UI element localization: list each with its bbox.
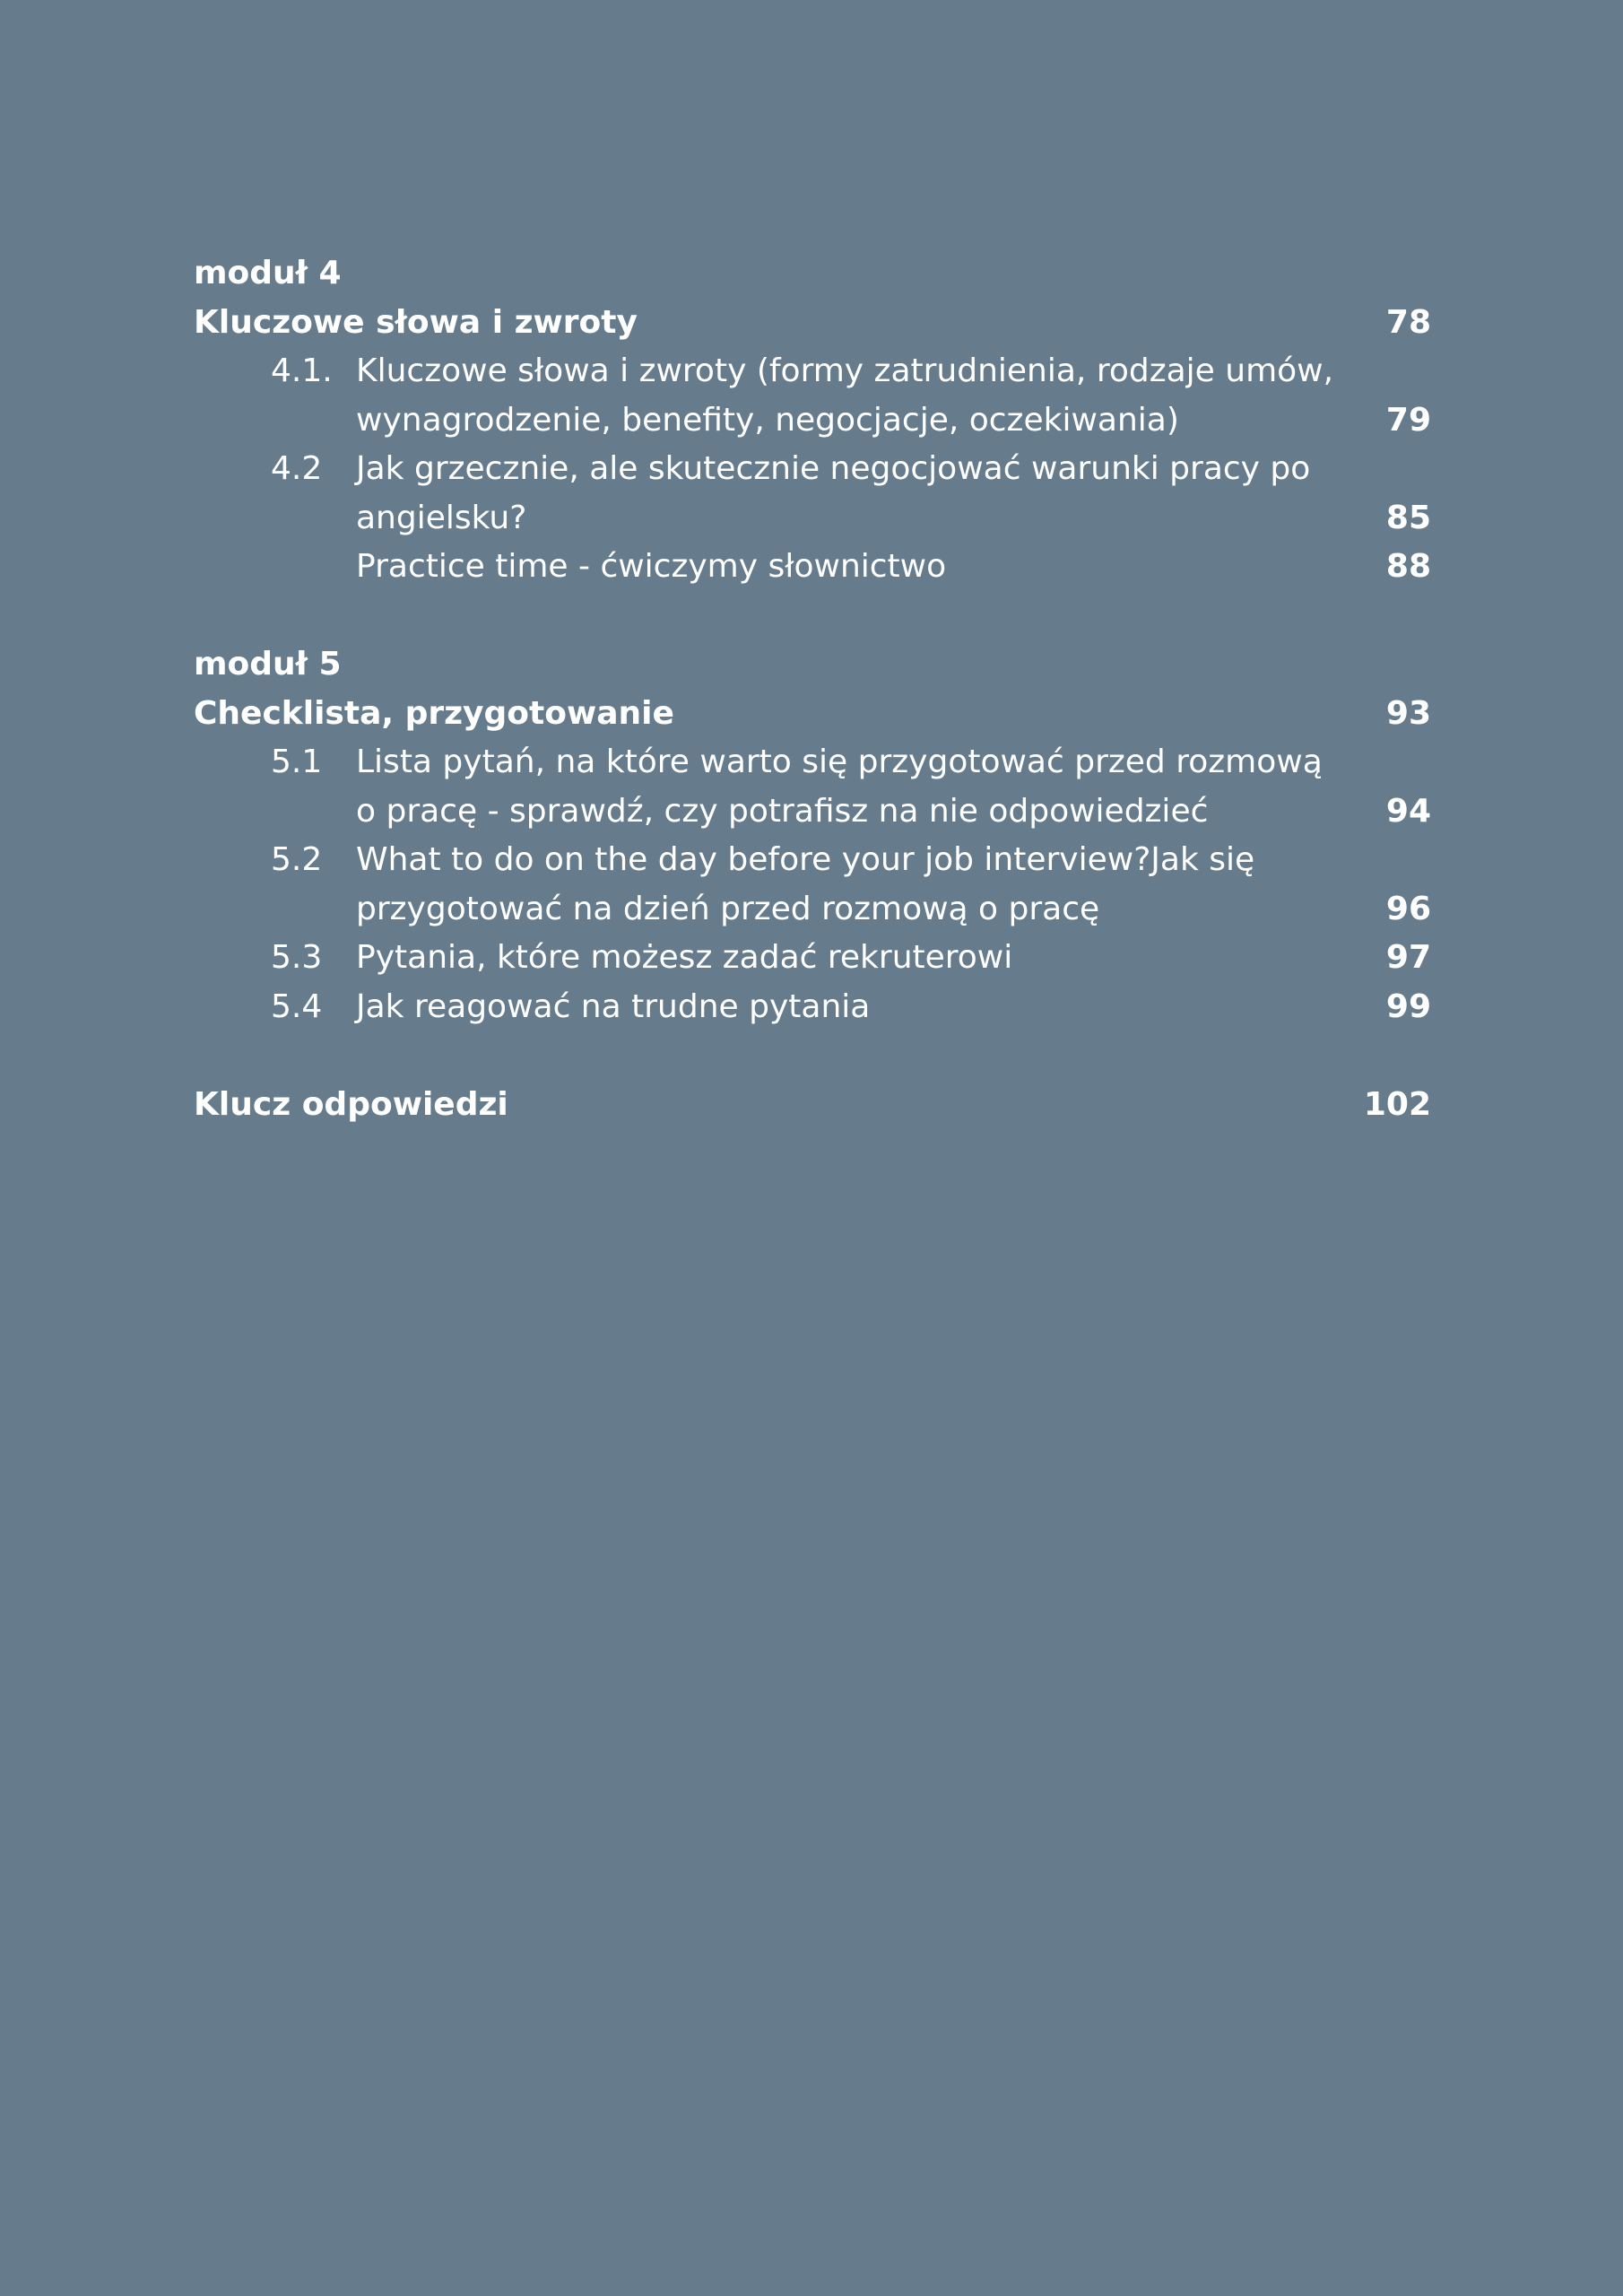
toc-entry-5-3[interactable] bbox=[194, 934, 1431, 983]
entry-line bbox=[356, 934, 1431, 983]
entry-line bbox=[356, 738, 1431, 787]
entry-line bbox=[356, 787, 1431, 837]
entry-number: 5.1 bbox=[271, 744, 323, 780]
entry-page: 97 bbox=[1385, 939, 1431, 976]
entry-line bbox=[356, 983, 1431, 1032]
entry-line bbox=[356, 347, 1431, 396]
entry-page: 85 bbox=[1385, 499, 1431, 536]
entry-page: 88 bbox=[1385, 548, 1431, 585]
entry-text: wynagrodzenie, benefity, negocjacje, oczekiwania) bbox=[356, 401, 1179, 439]
entry-line bbox=[356, 396, 1431, 446]
entry-text: Jak reagować na trudne pytania bbox=[356, 987, 871, 1025]
answer-key-title: Klucz odpowiedzi bbox=[194, 1085, 508, 1123]
entry-text: Lista pytań, na które warto się przygotować przed rozmową bbox=[356, 744, 1323, 780]
table-of-contents bbox=[194, 249, 1431, 1129]
section-gap bbox=[194, 1031, 1431, 1081]
answer-key-page: 102 bbox=[1363, 1085, 1431, 1123]
toc-entry-5-2[interactable] bbox=[194, 836, 1431, 934]
entry-number: 4.1. bbox=[271, 352, 333, 389]
toc-entry-5-1[interactable] bbox=[194, 738, 1431, 836]
toc-entry-4-1[interactable] bbox=[194, 347, 1431, 445]
entry-text: Jak grzecznie, ale skutecznie negocjować warunki pracy po bbox=[356, 450, 1311, 487]
module-4-heading[interactable] bbox=[194, 299, 1431, 348]
module-5-title: Checklista, przygotowanie bbox=[194, 694, 674, 732]
toc-entry-5-4[interactable] bbox=[194, 983, 1431, 1032]
toc-entry-practice-time[interactable] bbox=[194, 543, 1431, 592]
entry-number: 4.2 bbox=[271, 450, 323, 487]
entry-text: angielsku? bbox=[356, 499, 527, 536]
entry-text: Kluczowe słowa i zwroty (formy zatrudnienia, rodzaje umów, bbox=[356, 352, 1334, 389]
entry-page: 79 bbox=[1385, 401, 1431, 439]
entry-number: 5.2 bbox=[271, 841, 323, 878]
entry-page: 96 bbox=[1385, 890, 1431, 927]
entry-text: o pracę - sprawdź, czy potrafisz na nie odpowiedzieć bbox=[356, 792, 1209, 830]
module-5-label: moduł 5 bbox=[194, 646, 342, 683]
module-4-title: Kluczowe słowa i zwroty bbox=[194, 303, 638, 341]
entry-line bbox=[356, 543, 1431, 592]
entry-page: 99 bbox=[1385, 987, 1431, 1025]
section-gap bbox=[194, 592, 1431, 641]
module-5-heading[interactable] bbox=[194, 690, 1431, 739]
entry-number: 5.4 bbox=[271, 987, 323, 1025]
module-4-label: moduł 4 bbox=[194, 255, 342, 291]
module-5-page: 93 bbox=[1385, 694, 1431, 732]
module-4-page: 78 bbox=[1385, 303, 1431, 341]
entry-number: 5.3 bbox=[271, 939, 323, 976]
entry-line bbox=[356, 885, 1431, 935]
entry-line bbox=[356, 494, 1431, 544]
answer-key-heading[interactable] bbox=[194, 1081, 1431, 1130]
entry-text: What to do on the day before your job interview?Jak się bbox=[356, 841, 1255, 878]
entry-line bbox=[356, 836, 1431, 885]
toc-entry-4-2[interactable] bbox=[194, 445, 1431, 543]
entry-line bbox=[356, 445, 1431, 494]
entry-text: przygotować na dzień przed rozmową o pracę bbox=[356, 890, 1100, 927]
entry-page: 94 bbox=[1385, 792, 1431, 830]
entry-text: Pytania, które możesz zadać rekruterowi bbox=[356, 939, 1013, 976]
entry-text: Practice time - ćwiczymy słownictwo bbox=[356, 548, 947, 585]
